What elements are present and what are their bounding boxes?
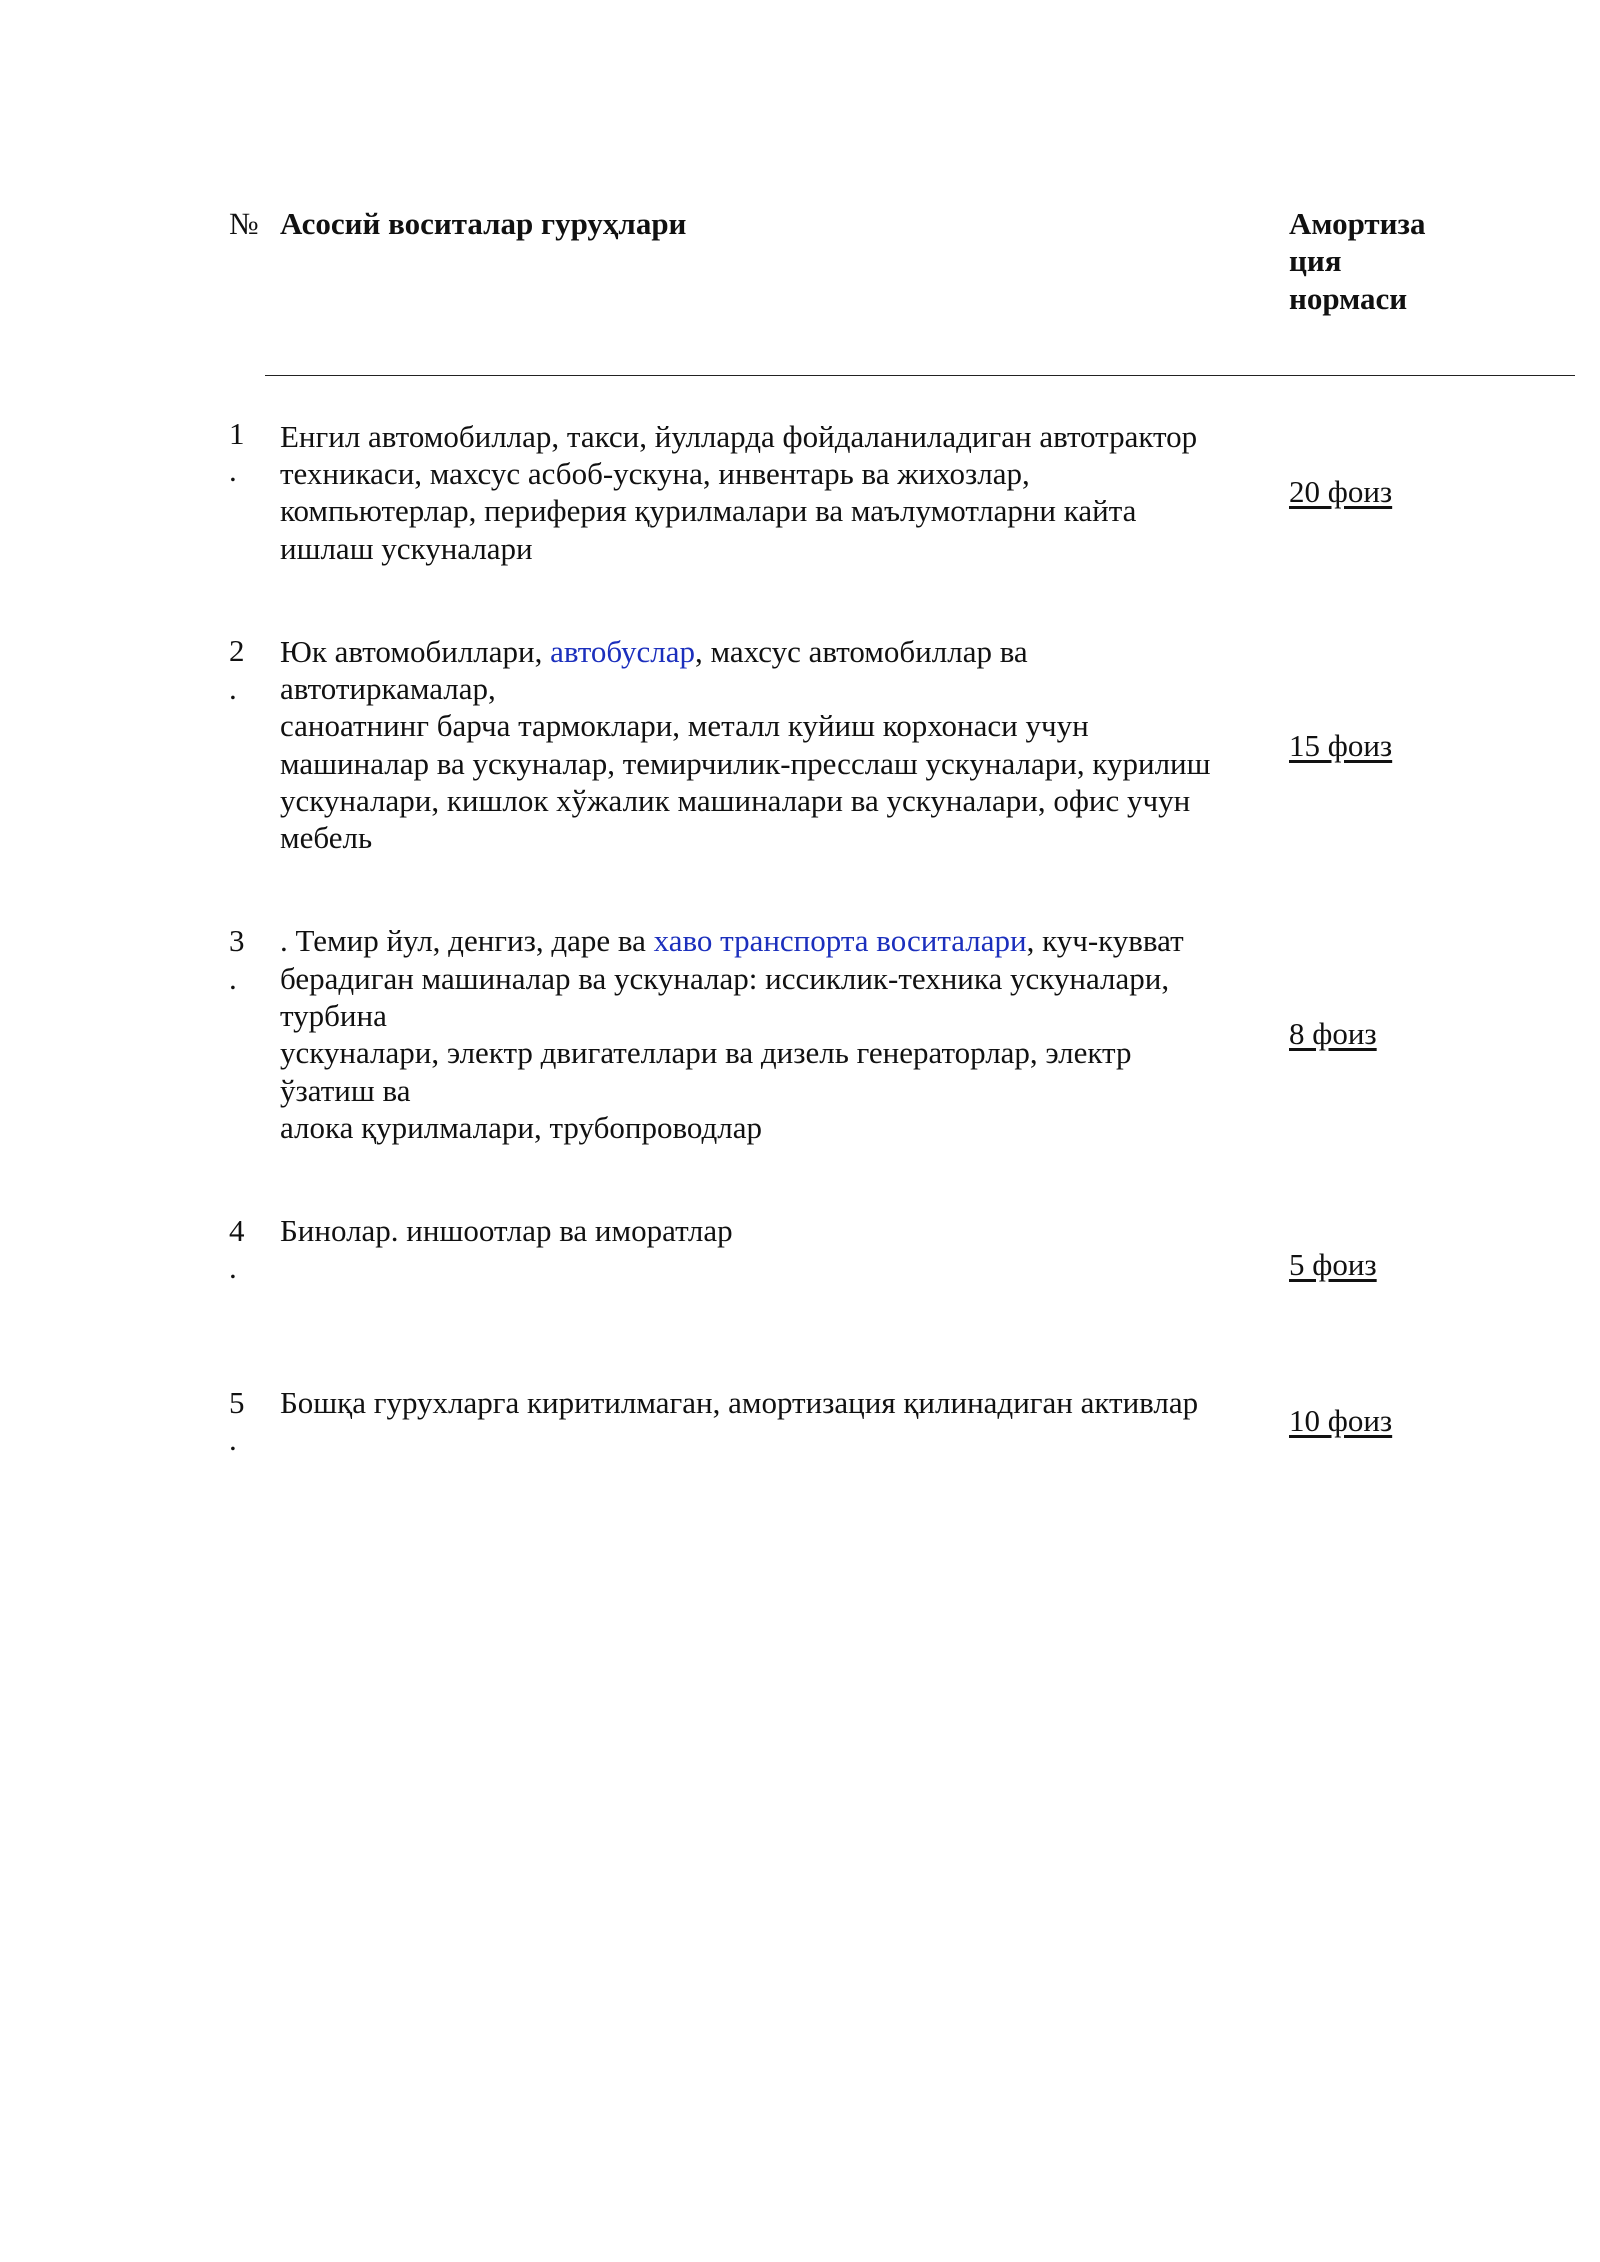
row-text-line: турбина [280,998,387,1033]
row-number-dot: . [229,1422,237,1457]
row-text-line: Бошқа гурухларга киритилмаган, амортизация қилинадиган активлар [280,1385,1199,1420]
header-rate-label-line-1: Амортиза [1289,206,1426,241]
row-number-dot: . [229,961,237,996]
row-number: 4 [229,1213,245,1248]
row-text-line: Бинолар. иншоотлар ва иморатлар [280,1213,733,1248]
depreciation-rate: 8 фоиз [1289,1016,1377,1051]
row-text-line: автотиркамалар, [280,671,496,706]
row-number: 3 [229,923,245,958]
row-text-fragment: , махсус автомобиллар ва [694,634,1028,669]
row-text-line: берадиган машиналар ва ускуналар: иссиклик-техника ускуналари, [280,961,1170,996]
header-rate-label-line-2: ция [1289,243,1342,278]
depreciation-rate: 15 фоиз [1289,728,1393,763]
row-number: 1 [229,416,245,451]
row-text-line: мебель [280,820,373,855]
row-text-fragment: , куч-кувват [1026,923,1184,958]
header-divider [265,375,1575,376]
row-text-line: техникаси, махсус асбоб-ускуна, инвентарь ва жихозлар, [280,456,1030,491]
header-groups-label: Асосий воситалар гуруҳлари [280,206,687,241]
depreciation-rate: 20 фоиз [1289,474,1393,509]
row-text-line: ускуналари, кишлок хўжалик машиналари ва ускуналари, офис учун [280,783,1191,818]
row-text-fragment: . Темир йул, денгиз, даре ва [280,923,654,958]
row-text-line: ишлаш ускуналари [280,531,533,566]
row-text-line-with-link [280,922,1184,959]
row-text-fragment: Юк автомобиллари, [280,634,551,669]
row-number: 5 [229,1385,245,1420]
header-rate-label-line-3: нормаси [1289,281,1408,316]
row-number-dot: . [229,671,237,706]
row-number-dot: . [229,453,237,488]
row-text-line: алока қурилмалари, трубопроводлар [280,1110,762,1145]
row-number-dot: . [229,1250,237,1285]
row-text-line: машиналар ва ускуналар, темирчилик-пресслаш ускуналари, курилиш [280,746,1211,781]
depreciation-rate: 5 фоиз [1289,1247,1377,1282]
buses-link[interactable]: автобуслар [550,634,695,669]
row-text-line: компьютерлар, периферия қурилмалари ва маълумотларни кайта [280,493,1137,528]
row-text-line: ускуналари, электр двигателлари ва дизель генераторлар, электр [280,1035,1132,1070]
row-text-line: саноатнинг барча тармоклари, металл куйиш корхонаси учун [280,708,1089,743]
row-number: 2 [229,633,245,668]
depreciation-rate: 10 фоиз [1289,1403,1393,1438]
header-number-sign: № [229,206,259,241]
row-text-line: ўзатиш ва [280,1073,411,1108]
air-transport-link[interactable]: хаво транспорта воситалари [653,923,1027,958]
row-text-line: Енгил автомобиллар, такси, йулларда фойдаланиладиган автотрактор [280,419,1198,454]
row-text-line-with-link [280,633,1028,670]
